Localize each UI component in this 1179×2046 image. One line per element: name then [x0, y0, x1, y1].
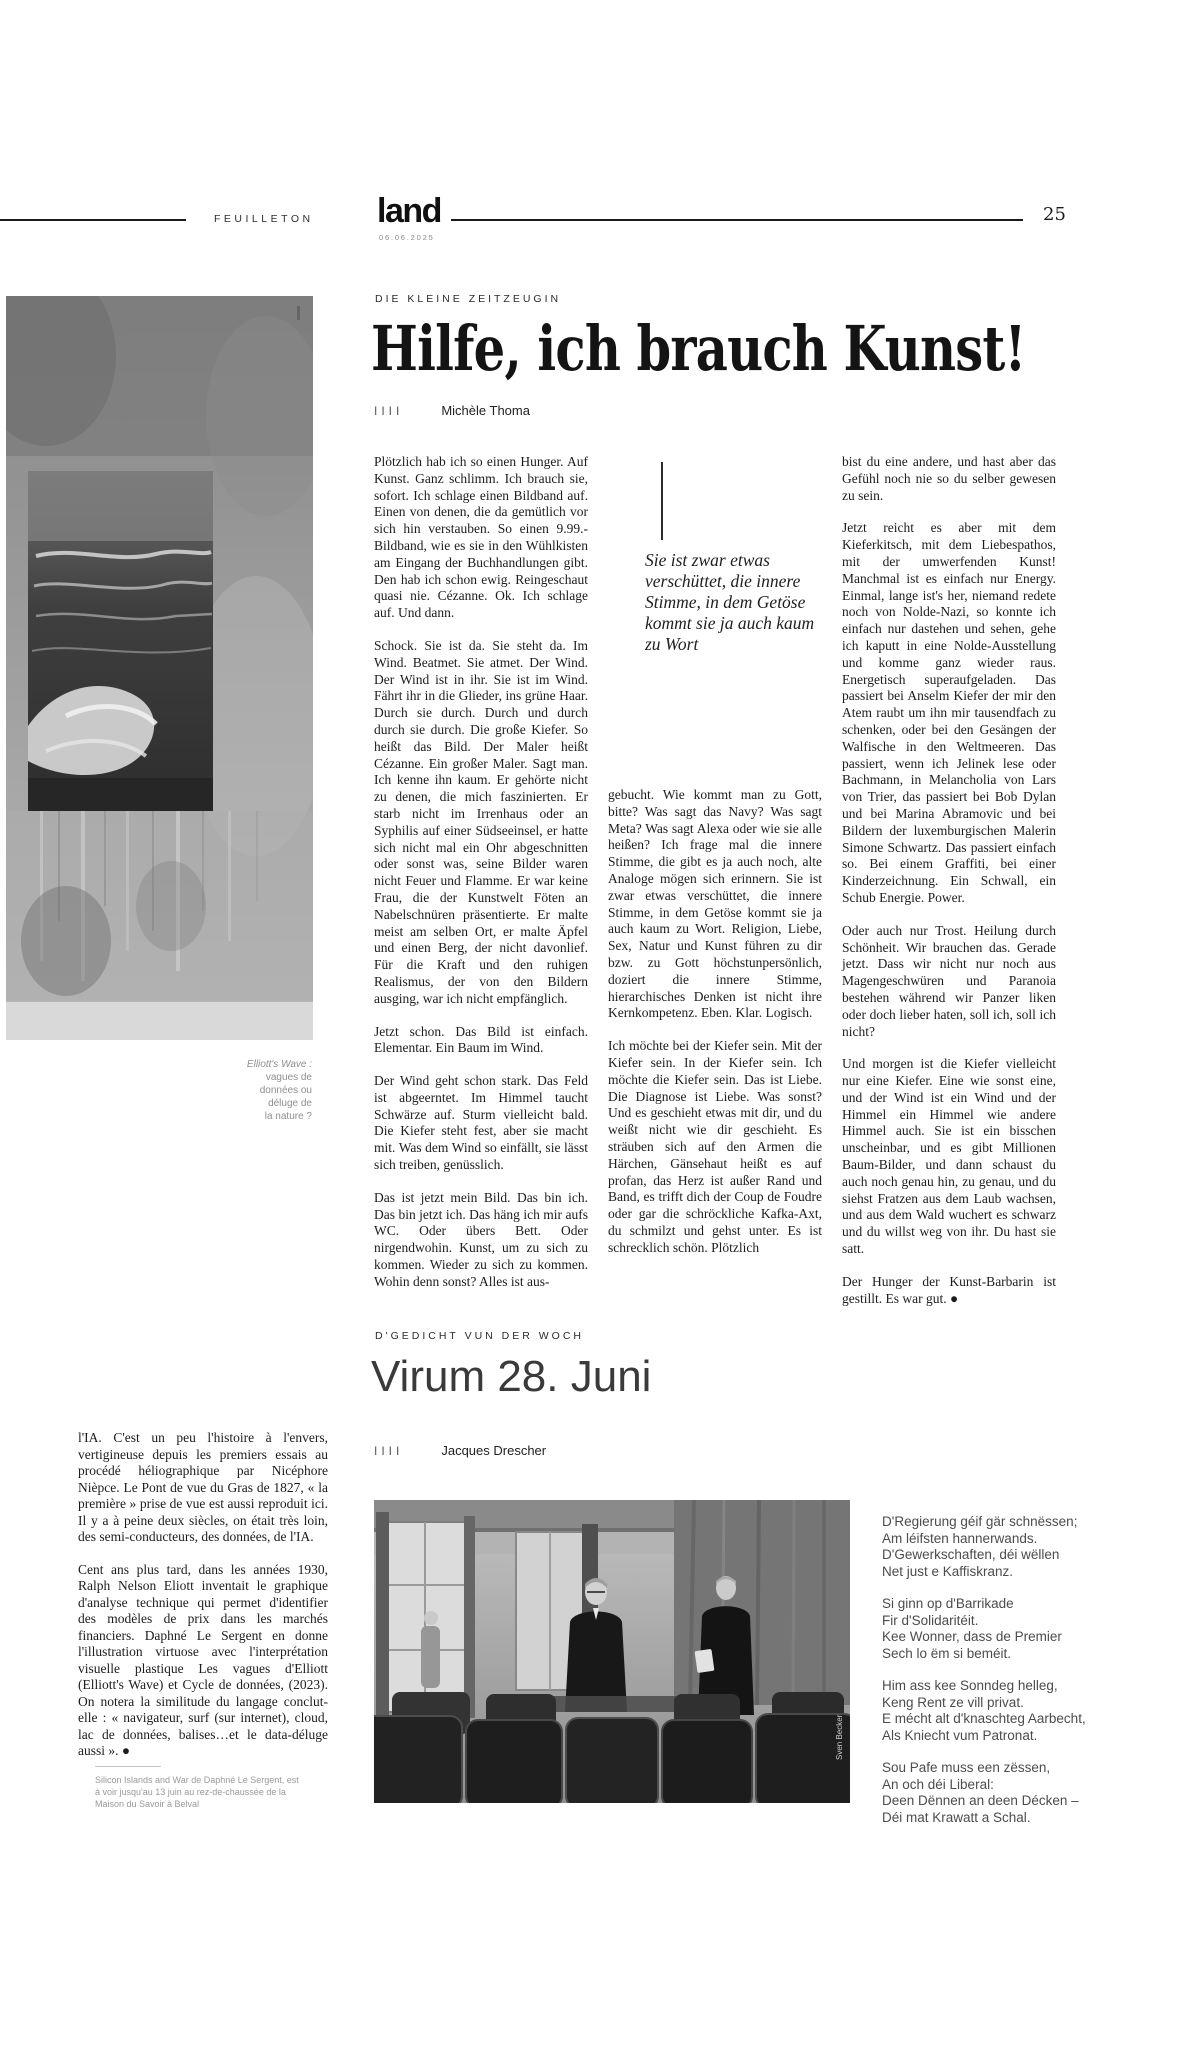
poem-line: Kee Wonner, dass de Premier — [882, 1629, 1062, 1644]
pullquote: Sie ist zwar etwas verschüttet, die innere Stimme, in dem Getöse kommt sie ja auch kaum zu Wort — [645, 550, 815, 654]
poem-line: Am léifsten hannerwands. — [882, 1530, 1038, 1546]
byline-bars-icon: IIII — [374, 1444, 404, 1458]
paragraph: Schock. Sie ist da. Sie steht da. Im Wind. Beatmet. Sie atmet. Der Wind. Der Wind ist in ihr. Sie ist im Wind. Fährt ihr in die Glieder, ins grüne Haar. Durch sie durch. Durch und durch durch sie durch. Die große Kiefer. So heißt das Bild. Der Maler heißt Cézanne. Ein großer Maler. Sagt man. Ich kenne ihn kaum. Er gehörte nicht zu denen, die mich faszinierten. Er starb nicht im Irrenhaus oder an Syphilis auf einer Südseeinsel, er hatte sich nicht mal ein Ohr abgeschnitten oder sonst was, seine Bilder waren nicht Feuer und Flamme. Er war keine Frau, die der Kunstwelt Föten an Nabelschnüren präsentierte. Er malte meist am selben Ort, er malte Äpfel und einen Berg, der nicht davonlief. Für die Kraft und den ruhigen Realismus, der von den Bildern ausging, war ich nicht empfänglich. — [374, 637, 588, 1006]
paragraph: Plötzlich hab ich so einen Hunger. Auf Kunst. Ganz schlimm. Ich brauch sie, sofort. Ich schlage einen Bildband auf. Einen von denen, die da gemütlich vor sich hin verstauben. So einen 9.99.-Bildband, wie es sie in den Wühlkisten am Eingang der Buchhandlungen gibt. Den hab ich schon ewig. Reingeschaut quasi nie. Cézanne. Ok. Ich schlage auf. Und dann. — [374, 454, 588, 621]
poem-stanza — [882, 1678, 1112, 1744]
poem-line: Sech lo ëm si beméit. — [882, 1645, 1012, 1661]
article2-headline: Virum 28. Juni — [371, 1352, 652, 1401]
poem-stanza — [882, 1760, 1112, 1826]
artwork-photo-elliotts-wave — [6, 296, 313, 1040]
poem-line: E mécht alt d'knaschteg Aarbecht, — [882, 1711, 1086, 1726]
poem-line: An och déi Liberal: — [882, 1776, 994, 1792]
photo-government-meeting — [374, 1500, 850, 1803]
poem-line: Si ginn op d'Barrikade — [882, 1596, 1014, 1611]
article2-author: Jacques Drescher — [441, 1443, 547, 1458]
artwork-caption-line: données ou — [259, 1085, 312, 1096]
artwork-illustration — [6, 296, 313, 1040]
artwork-caption-line: déluge de — [268, 1098, 312, 1109]
paragraph: gebucht. Wie kommt man zu Gott, bitte? Was sagt das Navy? Was sagt Meta? Was sagt Alexa oder wie sie alle heißen? Ich frage mal die innere Stimme, die gibt es ja auch noch, alte Analoge mögen sich erinnern. Sie ist zwar etwas verschüttet, die innere Stimme, in dem Getöse kommt sie ja auch kaum zu Wort. Religion, Liebe, Sex, Natur und Kunst führen zu dir bzw. zu Gott höchstunpersönlich, doziert die innere Stimme, hierarchisches Denken ist nicht ihre Kernkompetenz. Eben. Klar. Logisch. — [608, 787, 822, 1021]
photo-illustration — [374, 1500, 850, 1803]
artwork-caption-line: la nature ? — [264, 1111, 312, 1122]
byline-bars-icon: IIII — [374, 404, 404, 418]
paragraph: Der Wind geht schon stark. Das Feld ist abgeerntet. Im Himmel taucht Schwärze auf. Sturm vielleicht bald. Die Kiefer steht fest, aber sie macht mit. Was dem Wind so einfällt, sie lässt sich treiben, genüsslich. — [374, 1073, 588, 1173]
paragraph: Der Hunger der Kunst-Barbarin ist gestillt. Es war gut. ● — [842, 1273, 1056, 1306]
exhibition-note: Silicon Islands and War de Daphné Le Sergent, est à voir jusqu'au 13 juin au rez-de-chaussée de la Maison du Savoir à Belval — [95, 1775, 299, 1809]
paragraph: Jetzt reicht es aber mit dem Kieferkitsch, mit dem Liebespathos, mit der umwerfenden Kunst! Manchmal ist es einfach nur Energy. Einmal, lange ist's her, niemand redete noch von Nolde-Nazi, so konnte ich einfach nur dastehen und sehen, gehe ich kaputt in eine Nolde-Ausstellung und komme ganz wieder raus. Energetisch superaufgeladen. Das passiert bei Anselm Kiefer der mir den Atem raubt um ihn mir tausendfach zu schenken, oder bei den Gesängen der Walfische in den Weltmeeren. Das passiert, wenn ich Jelinek lese oder Bachmann, in Melancholia von Lars von Trier, das passiert bei Bob Dylan und bei Marina Abramovic und bei Bildern der luxemburgischen Malerin Simone Schwartz. Das passiert einfach so. Bei einem Graffiti, bei einer Kinderzeichnung. Ein Schwall, ein Schub Energie. Power. — [842, 520, 1056, 905]
section-label: FEUILLETON — [214, 213, 314, 225]
paragraph: Das ist jetzt mein Bild. Das bin ich. Das bin jetzt ich. Das häng ich mir aufs WC. Oder übers Bett. Oder nirgendwohin. Kunst, um zu sich zu kommen. Wieder zu sich zu kommen. Wohin denn sonst? Alles ist aus- — [374, 1189, 588, 1289]
article2-byline — [374, 1443, 546, 1458]
header-rule-left — [0, 219, 186, 221]
article1-headline: Hilfe, ich brauch Kunst! — [371, 312, 1026, 385]
article1-column-1 — [374, 454, 588, 1307]
paragraph: bist du eine andere, und hast aber das Gefühl noch nie so du selber gewesen zu sein. — [842, 454, 1056, 503]
poem-line: Déi mat Krawatt a Schal. — [882, 1809, 1031, 1825]
paragraph: Jetzt schon. Das Bild ist einfach. Elementar. Ein Baum im Wind. — [374, 1023, 588, 1056]
pullquote-rule — [661, 462, 663, 540]
page-number: 25 — [1043, 204, 1066, 225]
photo-credit: Sven Becker — [835, 1714, 844, 1760]
poem-line: Deen Dënnen an deen Décken – — [882, 1793, 1079, 1808]
poem-line: Als Kniecht vum Patronat. — [882, 1727, 1038, 1743]
paragraph: Und morgen ist die Kiefer vielleicht nur eine Kiefer. Eine wie sonst eine, und der Wind ist ein Wind und der Himmel ein Himmel wie andere Himmel auch. Sie ist ein bisschen unscheinbar, und es gibt Millionen Baum-Bilder, und dann schaust du auch noch genau hin, zu genau, und du siehst Fratzen aus dem Laub wachsen, und aus dem Wald wuchert es schwarz und du willst weg von ihr. Du hast sie satt. — [842, 1056, 1056, 1257]
article1-author: Michèle Thoma — [441, 403, 530, 418]
poem-line: Keng Rent ze vill privat. — [882, 1694, 1024, 1710]
article1-kicker: DIE KLEINE ZEITZEUGIN — [375, 293, 562, 305]
sidebar-french-text — [78, 1430, 328, 1776]
poem-line: D'Gewerkschaften, déi wëllen — [882, 1547, 1060, 1562]
article1-column-2 — [608, 787, 822, 1273]
exhibition-note-rule — [95, 1766, 161, 1767]
paragraph: l'IA. C'est un peu l'histoire à l'envers, vertigineuse depuis les premiers essais au procédé héliographique par Nicéphore Nièpce. Le Pont de vue du Gras de 1827, « la première » prise de vue est aussi reproduit ici. Il y a à peine deux siècles, on était très loin, des semi-conducteurs, des données, de l'IA. — [78, 1430, 328, 1544]
poem-line: Sou Pafe muss een zëssen, — [882, 1760, 1051, 1775]
paragraph: Ich möchte bei der Kiefer sein. Mit der Kiefer sein. In der Kiefer sein. Ich möchte die Kiefer sein. Das ist Liebe. Die Diagnose ist Liebe. Was sonst? Und es geschieht etwas mit dir, und du weißt nicht wie dir geschieht. Es sträuben sich auf den Armen die Härchen, Gänsehaut heißt es auf profan, das Herz ist außer Rand und Band, es trifft dich der Coup de Foudre oder gar die schröckliche Kafka-Axt, du schmilzt und gehst unter. Es ist schrecklich schön. Plötzlich — [608, 1038, 822, 1255]
artwork-caption — [160, 1058, 312, 1123]
poem-line: D'Regierung géif gär schnëssen; — [882, 1514, 1078, 1529]
artwork-caption-line: vagues de — [265, 1072, 312, 1083]
issue-date: 06.06.2025 — [379, 233, 435, 242]
paragraph: Cent ans plus tard, dans les années 1930, Ralph Nelson Eliott inventait le graphique d'analyse technique qui permet d'identifier des modèles de prix dans les marchés financiers. Daphné Le Sergent en donne l'illustration virtuose avec l'interprétation visuelle plastique Les vagues d'Elliott (Elliott's Wave) et Cycle de données, (2023). On notera la similitude du langage conclut-elle : « navigateur, surf (sur internet), cloud, lac de données, balises…et le data-déluge aussi ». ● — [78, 1561, 328, 1758]
poem-line: Fir d'Solidaritéit. — [882, 1612, 979, 1628]
article2-kicker: D'GEDICHT VUN DER WOCH — [375, 1330, 584, 1342]
header-rule-right — [451, 219, 1023, 221]
article1-column-3 — [842, 454, 1056, 1323]
poem-line: Him ass kee Sonndeg helleg, — [882, 1678, 1058, 1693]
poem-stanza — [882, 1514, 1112, 1580]
poem-line: Net just e Kaffiskranz. — [882, 1563, 1014, 1579]
poem-text — [882, 1514, 1112, 1842]
article1-byline — [374, 403, 530, 418]
newspaper-logo: land — [377, 192, 441, 230]
paragraph: Oder auch nur Trost. Heilung durch Schönheit. Wir brauchen das. Gerade jetzt. Dass wir nicht nur noch aus Magengeschwüren und Paranoia bestehen während wir Panzer liken oder doch lieber haten, soll ich, soll ich nicht? — [842, 922, 1056, 1039]
artwork-caption-title: Elliott's Wave : — [246, 1059, 312, 1070]
poem-stanza — [882, 1596, 1112, 1662]
